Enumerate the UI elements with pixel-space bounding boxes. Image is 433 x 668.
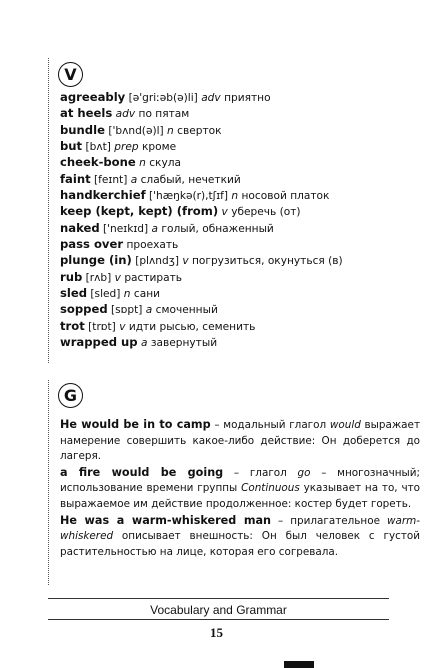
- vocab-translation: сани: [133, 288, 161, 301]
- vocab-part-of-speech: v: [114, 271, 121, 284]
- vocab-headword: agreeably: [60, 90, 126, 104]
- vocab-transcription: [sɒpt]: [111, 304, 143, 317]
- vocab-transcription: ['neɪkɪd]: [103, 222, 149, 235]
- vocab-entry: [60, 90, 422, 106]
- vocab-entry: [60, 253, 422, 269]
- vocab-translation: носовой платок: [241, 190, 330, 203]
- vocab-part-of-speech: a: [145, 304, 153, 317]
- vocab-transcription: [ə'griːəb(ə)li]: [128, 92, 198, 104]
- vocab-part-of-speech: prep: [114, 141, 139, 154]
- vocab-translation: уберечь (от): [231, 206, 301, 219]
- vocab-part-of-speech: v: [182, 255, 189, 268]
- vocab-headword: sopped: [60, 302, 108, 317]
- vocab-translation: растирать: [124, 271, 183, 284]
- vocab-entry: [60, 123, 422, 139]
- vocab-headword: wrapped up: [60, 335, 138, 350]
- vocab-part-of-speech: adv: [201, 92, 221, 104]
- vocab-transcription: [feɪnt]: [94, 173, 128, 186]
- vocabulary-list: [60, 90, 422, 352]
- vocab-entry: [60, 155, 422, 171]
- grammar-notes: [60, 417, 420, 560]
- vocab-transcription: [trɒt]: [88, 320, 116, 333]
- vocab-entry: [60, 106, 422, 122]
- vocab-headword: faint: [60, 171, 91, 186]
- vocab-headword: but: [60, 139, 83, 154]
- vocab-part-of-speech: a: [130, 173, 138, 186]
- vocab-part-of-speech: a: [140, 337, 148, 350]
- vocab-entry: [60, 139, 422, 155]
- vocab-entry: [60, 172, 422, 188]
- vocab-translation: приятно: [224, 92, 271, 104]
- grammar-italic: go: [297, 466, 311, 479]
- vocab-entry: [60, 237, 422, 253]
- vocab-translation: проехать: [126, 239, 179, 252]
- vocab-translation: погрузиться, окунуться (в): [191, 255, 343, 268]
- grammar-note: [60, 417, 420, 465]
- footer-rule-bottom: [48, 619, 389, 620]
- grammar-italic: warm-whiskered: [60, 514, 420, 543]
- grammar-text: – многозначный; использование времени группы: [60, 466, 421, 495]
- vocab-translation: смоченный: [155, 304, 218, 317]
- vocab-transcription: ['hæŋkə(r),tʃɪf]: [149, 190, 229, 203]
- grammar-text: указывает на то, что выражаемое им действие продолженное: костер будет гореть.: [60, 482, 420, 510]
- vocab-part-of-speech: a: [151, 222, 159, 235]
- grammar-text: – модальный глагол: [210, 419, 330, 431]
- vocab-part-of-speech: n: [231, 190, 239, 203]
- vocab-headword: keep (kept, kept) (from): [60, 204, 219, 219]
- grammar-italic: Continuous: [241, 482, 300, 495]
- vocab-transcription: ['bʌnd(ə)l]: [108, 124, 164, 137]
- vocab-part-of-speech: v: [221, 206, 228, 219]
- vocab-part-of-speech: n: [167, 124, 174, 137]
- vocab-headword: cheek-bone: [60, 155, 136, 170]
- grammar-text: – глагол: [223, 466, 298, 479]
- grammar-phrase: He would be in to camp: [60, 418, 211, 431]
- vocab-headword: at heels: [60, 106, 113, 121]
- vocab-headword: rub: [60, 269, 83, 284]
- vocab-headword: pass over: [60, 237, 124, 252]
- vocab-entry: [60, 188, 422, 204]
- vocab-entry: [60, 221, 422, 237]
- vocab-headword: naked: [60, 220, 100, 235]
- vocab-transcription: [sled]: [90, 288, 121, 301]
- vocab-translation: завернутый: [150, 337, 218, 350]
- vocab-translation: голый, обнаженный: [161, 222, 274, 235]
- vocab-transcription: [bʌt]: [85, 141, 111, 154]
- vocab-translation: скула: [149, 157, 181, 170]
- grammar-text: выражает намерение совершить какое-либо действие: Он доберется до лагеря.: [60, 419, 420, 463]
- footer-rule-top: [48, 598, 389, 599]
- vocab-headword: handkerchief: [60, 188, 146, 203]
- margin-dotted-line-bottom: [48, 380, 49, 585]
- grammar-text: – прилагательное: [271, 514, 387, 527]
- vocab-entry: [60, 302, 422, 318]
- grammar-note: [60, 513, 420, 561]
- vocab-entry: [60, 270, 422, 286]
- section-v-letter: V: [64, 65, 77, 84]
- vocab-part-of-speech: n: [139, 157, 146, 170]
- margin-dotted-line-top: [48, 58, 49, 363]
- page-edge-mark: [284, 661, 314, 668]
- vocab-transcription: [rʌb]: [85, 271, 112, 284]
- vocab-part-of-speech: n: [123, 288, 131, 301]
- grammar-italic: would: [329, 419, 361, 431]
- vocab-translation: слабый, нечеткий: [140, 173, 241, 186]
- vocab-translation: по пятам: [138, 108, 190, 121]
- section-v-badge: [58, 62, 83, 87]
- grammar-note: [60, 465, 420, 513]
- footer-title: Vocabulary and Grammar: [150, 603, 287, 617]
- vocab-headword: bundle: [60, 122, 105, 137]
- vocab-entry: [60, 335, 422, 351]
- grammar-phrase: He was a warm-whiskered man: [60, 513, 271, 527]
- vocab-headword: trot: [60, 318, 85, 333]
- vocab-translation: сверток: [177, 124, 222, 137]
- vocab-entry: [60, 319, 422, 335]
- page-number: 15: [210, 625, 223, 640]
- vocab-translation: идти рысью, семенить: [128, 320, 256, 333]
- vocab-part-of-speech: v: [119, 320, 126, 333]
- vocab-transcription: [plʌndʒ]: [135, 255, 179, 268]
- vocab-entry: [60, 286, 422, 302]
- grammar-text: описывает внешность: Он был человек с густой растительностью на лице, которая его согревала.: [60, 530, 420, 558]
- grammar-phrase: a fire would be going: [60, 465, 224, 479]
- vocab-translation: кроме: [141, 141, 177, 154]
- vocab-headword: sled: [60, 286, 88, 301]
- vocab-part-of-speech: adv: [115, 108, 136, 121]
- section-g-letter: G: [63, 386, 78, 405]
- vocab-headword: plunge (in): [60, 253, 132, 268]
- vocab-entry: [60, 204, 422, 220]
- section-g-badge: [58, 383, 83, 408]
